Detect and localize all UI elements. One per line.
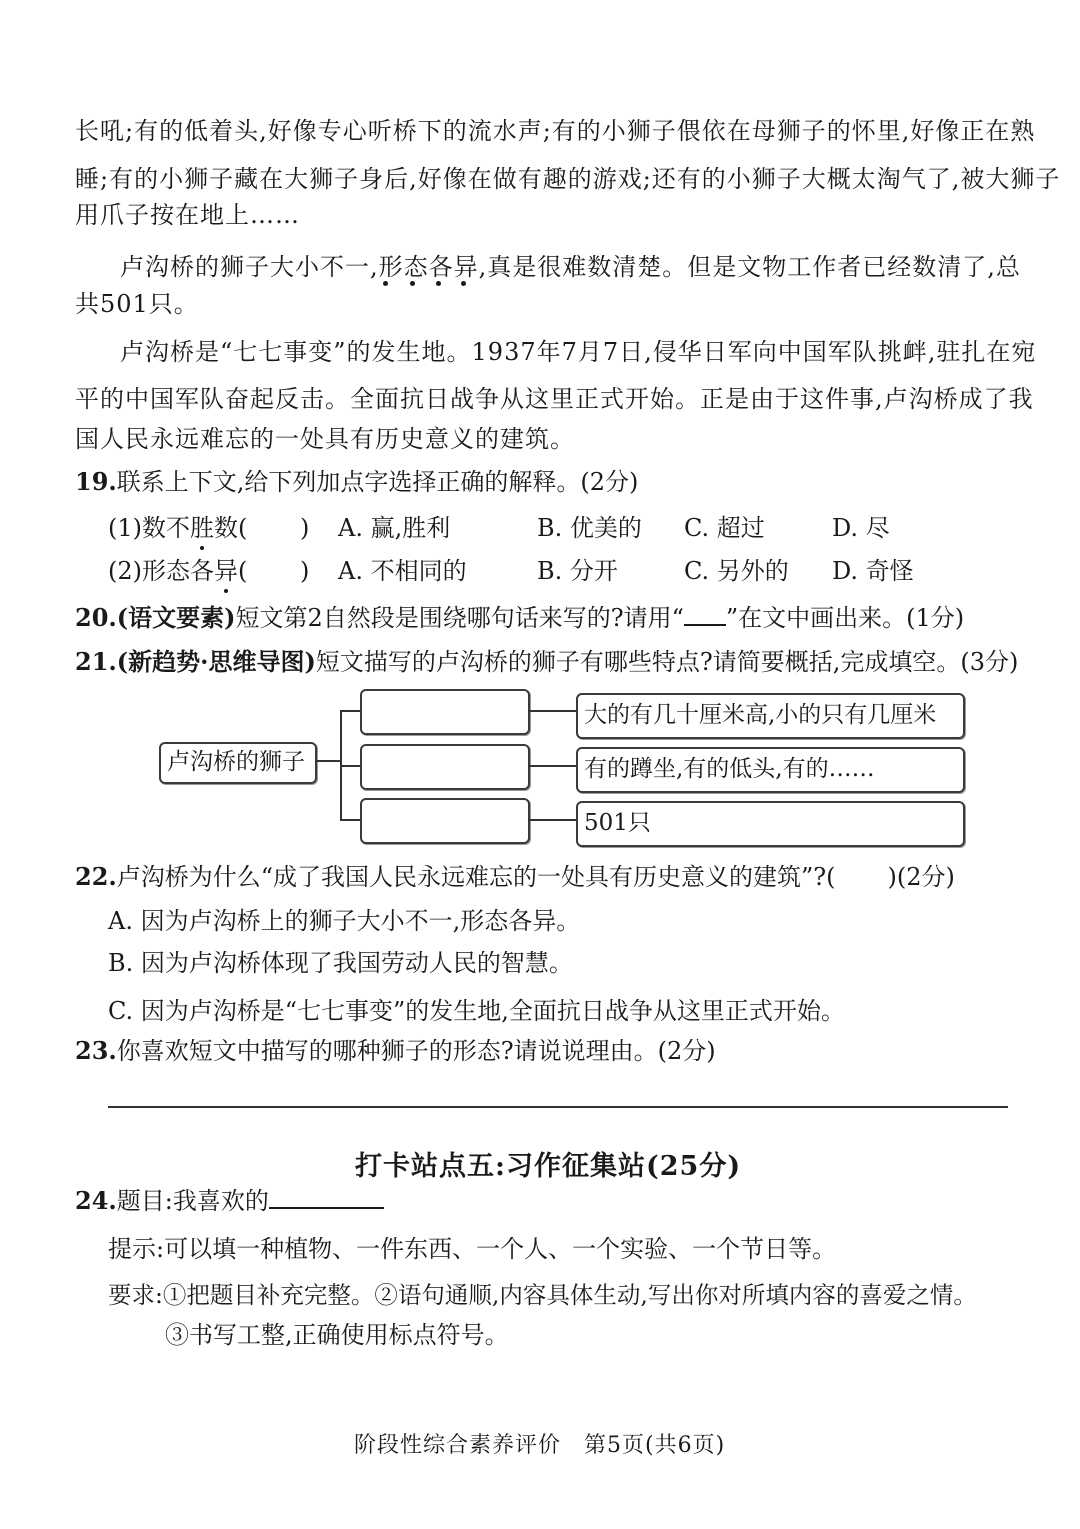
question-text: 联系上下文,给下列加点字选择正确的解释。(2分) bbox=[116, 468, 639, 496]
item-label: (2)形态各 bbox=[108, 557, 214, 585]
q19-item-1-label bbox=[108, 513, 247, 543]
emphasis-dot bbox=[383, 281, 388, 286]
mindmap-detail-text: 有的蹲坐,有的低头,有的…… bbox=[584, 756, 875, 782]
option-b: B. 优美的 bbox=[537, 514, 642, 542]
dotted-character: 胜 bbox=[190, 514, 214, 542]
q24-requirements-line: 要求:①把题目补充完整。②语句通顺,内容具体生动,写出你对所填内容的喜爱之情。 bbox=[108, 1281, 977, 1309]
q24-requirements-line: ③书写工整,正确使用标点符号。 bbox=[165, 1321, 509, 1349]
question-text: 题目:我喜欢的 bbox=[116, 1187, 269, 1215]
mindmap-detail-text: 501只 bbox=[584, 810, 651, 836]
passage-line: 国人民永远难忘的一处具有历史意义的建筑。 bbox=[75, 425, 575, 453]
question-number: 20. bbox=[75, 603, 117, 632]
mindmap-detail-box-2 bbox=[576, 747, 965, 793]
connector-line bbox=[528, 710, 576, 712]
option-d: D. 奇怪 bbox=[832, 557, 914, 585]
mindmap-detail-box-3 bbox=[576, 801, 965, 847]
emphasis-dot bbox=[410, 281, 415, 286]
option-d: D. 尽 bbox=[832, 514, 890, 542]
passage-line: 共501只。 bbox=[75, 290, 199, 318]
q24-hint: 提示:可以填一种植物、一件东西、一个人、一个实验、一个节日等。 bbox=[108, 1235, 837, 1263]
question-19 bbox=[75, 467, 638, 497]
mindmap-center-node bbox=[159, 742, 317, 784]
mindmap-answer-box-2[interactable] bbox=[360, 744, 530, 790]
question-text: 短文描写的卢沟桥的狮子有哪些特点?请简要概括,完成填空。(3分) bbox=[315, 648, 1019, 676]
option-c: C. 另外的 bbox=[684, 557, 789, 585]
page-footer: 阶段性综合素养评价 第5页(共6页) bbox=[354, 1433, 726, 1458]
mindmap-answer-box-3[interactable] bbox=[360, 798, 530, 844]
underline-sample bbox=[684, 604, 726, 626]
option-c: C. 因为卢沟桥是“七七事变”的发生地,全面抗日战争从这里正式开始。 bbox=[108, 997, 845, 1025]
question-20 bbox=[75, 603, 964, 633]
dotted-phrase bbox=[379, 253, 479, 281]
connector-line bbox=[340, 765, 360, 767]
answer-blank-close[interactable]: ) bbox=[300, 514, 310, 542]
option-a: A. 因为卢沟桥上的狮子大小不一,形态各异。 bbox=[108, 907, 581, 935]
q19-item-2-label bbox=[108, 556, 247, 586]
question-tag: (语文要素) bbox=[116, 603, 236, 632]
question-21 bbox=[75, 647, 1018, 677]
dotted-phrase-text: 形态各异 bbox=[378, 253, 479, 281]
question-number: 21. bbox=[75, 647, 117, 676]
option-b: B. 分开 bbox=[537, 557, 618, 585]
passage-text: ,真是很难数清楚。但是文物工作者已经数清了,总 bbox=[478, 253, 1021, 281]
mindmap-detail-text: 大的有几十厘米高,小的只有几厘米 bbox=[584, 702, 937, 728]
question-text: )(2分) bbox=[887, 863, 955, 891]
question-23 bbox=[75, 1036, 716, 1066]
mindmap-answer-box-1[interactable] bbox=[360, 689, 530, 735]
option-a: A. 不相同的 bbox=[338, 557, 467, 585]
question-number: 23. bbox=[75, 1036, 117, 1065]
question-text: 卢沟桥为什么“成了我国人民永远难忘的一处具有历史意义的建筑”?( bbox=[116, 863, 836, 891]
passage-line: 长吼;有的低着头,好像专心听桥下的流水声;有的小狮子偎依在母狮子的怀里,好像正在熟 bbox=[75, 117, 1036, 145]
connector-line bbox=[340, 710, 360, 712]
item-label: ( bbox=[238, 557, 248, 585]
item-label: 数( bbox=[214, 514, 248, 542]
passage-line: 卢沟桥是“七七事变”的发生地。1937年7月7日,侵华日军向中国军队挑衅,驻扎在宛 bbox=[120, 338, 1037, 366]
question-number: 19. bbox=[75, 467, 117, 496]
option-a: A. 赢,胜利 bbox=[338, 514, 451, 542]
option-c: C. 超过 bbox=[684, 514, 765, 542]
mindmap-detail-box-1 bbox=[576, 693, 965, 739]
emphasis-dot bbox=[461, 281, 466, 286]
question-text: 短文第2自然段是围绕哪句话来写的?请用“ bbox=[235, 604, 684, 632]
emphasis-dot bbox=[436, 281, 441, 286]
connector-line bbox=[528, 819, 576, 821]
question-text: ”在文中画出来。(1分) bbox=[725, 604, 965, 632]
section-title: 打卡站点五:习作征集站(25分) bbox=[355, 1151, 742, 1182]
question-24 bbox=[75, 1186, 384, 1216]
question-text: 你喜欢短文中描写的哪种狮子的形态?请说说理由。(2分) bbox=[116, 1037, 716, 1065]
connector-line bbox=[315, 760, 340, 762]
answer-blank-close[interactable]: ) bbox=[300, 557, 310, 585]
passage-line: 用爪子按在地上…… bbox=[75, 201, 300, 229]
option-b: B. 因为卢沟桥体现了我国劳动人民的智慧。 bbox=[108, 949, 573, 977]
passage-line: 平的中国军队奋起反击。全面抗日战争从这里正式开始。正是由于这件事,卢沟桥成了我 bbox=[75, 385, 1034, 413]
item-label: (1)数不 bbox=[108, 514, 190, 542]
passage-line: 睡;有的小狮子藏在大狮子身后,好像在做有趣的游戏;还有的小狮子大概太淘气了,被大狮子 bbox=[75, 165, 1061, 193]
passage-line bbox=[120, 252, 1021, 282]
question-number: 22. bbox=[75, 862, 117, 891]
question-22 bbox=[75, 862, 955, 892]
title-blank[interactable] bbox=[269, 1187, 384, 1209]
connector-line bbox=[528, 765, 576, 767]
question-number: 24. bbox=[75, 1186, 117, 1215]
passage-text: 卢沟桥的狮子大小不一, bbox=[120, 253, 379, 281]
mindmap-center-label: 卢沟桥的狮子 bbox=[167, 749, 305, 775]
connector-line bbox=[340, 819, 360, 821]
answer-line[interactable] bbox=[108, 1106, 1008, 1108]
question-tag: (新趋势·思维导图) bbox=[116, 647, 316, 676]
dotted-character: 异 bbox=[214, 557, 238, 585]
